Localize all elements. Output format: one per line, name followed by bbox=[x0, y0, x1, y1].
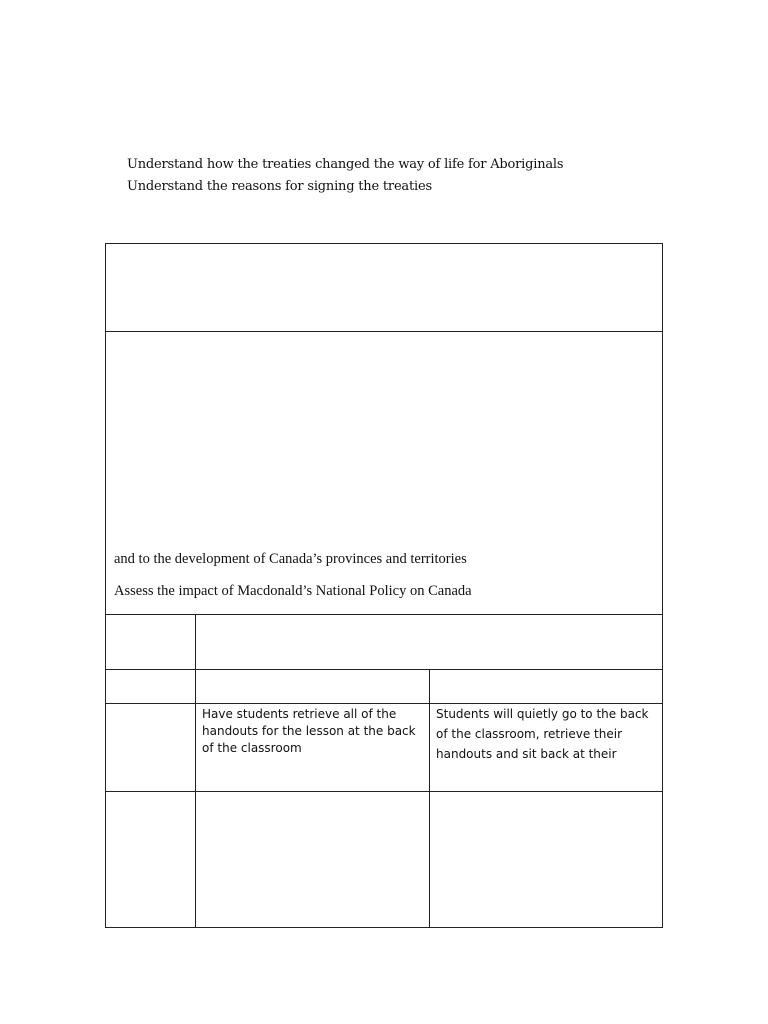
lesson-plan-table bbox=[105, 243, 663, 928]
table-row bbox=[106, 615, 663, 670]
table-row bbox=[106, 670, 663, 704]
student-activity-cell bbox=[430, 704, 663, 792]
table-cell bbox=[106, 615, 196, 670]
table-row bbox=[106, 792, 663, 928]
table-cell bbox=[430, 792, 663, 928]
student-activity-text: Students will quietly go to the back of the classroom, retrieve their handouts and sit back at their bbox=[436, 707, 649, 761]
table-row bbox=[106, 704, 663, 792]
table-cell bbox=[430, 670, 663, 704]
table-cell bbox=[196, 615, 663, 670]
objectives-list bbox=[127, 154, 687, 198]
objective-item: Understand the reasons for signing the treaties bbox=[127, 179, 432, 194]
outcomes-text bbox=[114, 536, 654, 600]
objective-item: Understand how the treaties changed the way of life for Aboriginals bbox=[127, 157, 564, 172]
table-row bbox=[106, 244, 663, 332]
outcomes-cell bbox=[106, 332, 663, 615]
outcome-line: Assess the impact of Macdonald’s National Policy on Canada bbox=[114, 583, 472, 599]
table-cell bbox=[106, 704, 196, 792]
outcome-line: and to the development of Canada’s provinces and territories bbox=[114, 551, 467, 567]
table-row bbox=[106, 332, 663, 615]
header-cell bbox=[106, 244, 663, 332]
table-cell bbox=[196, 670, 430, 704]
teacher-activity-cell bbox=[196, 704, 430, 792]
teacher-activity-text: Have students retrieve all of the handouts for the lesson at the back of the classroom bbox=[202, 707, 416, 755]
table-cell bbox=[106, 670, 196, 704]
table-cell bbox=[196, 792, 430, 928]
table-cell bbox=[106, 792, 196, 928]
